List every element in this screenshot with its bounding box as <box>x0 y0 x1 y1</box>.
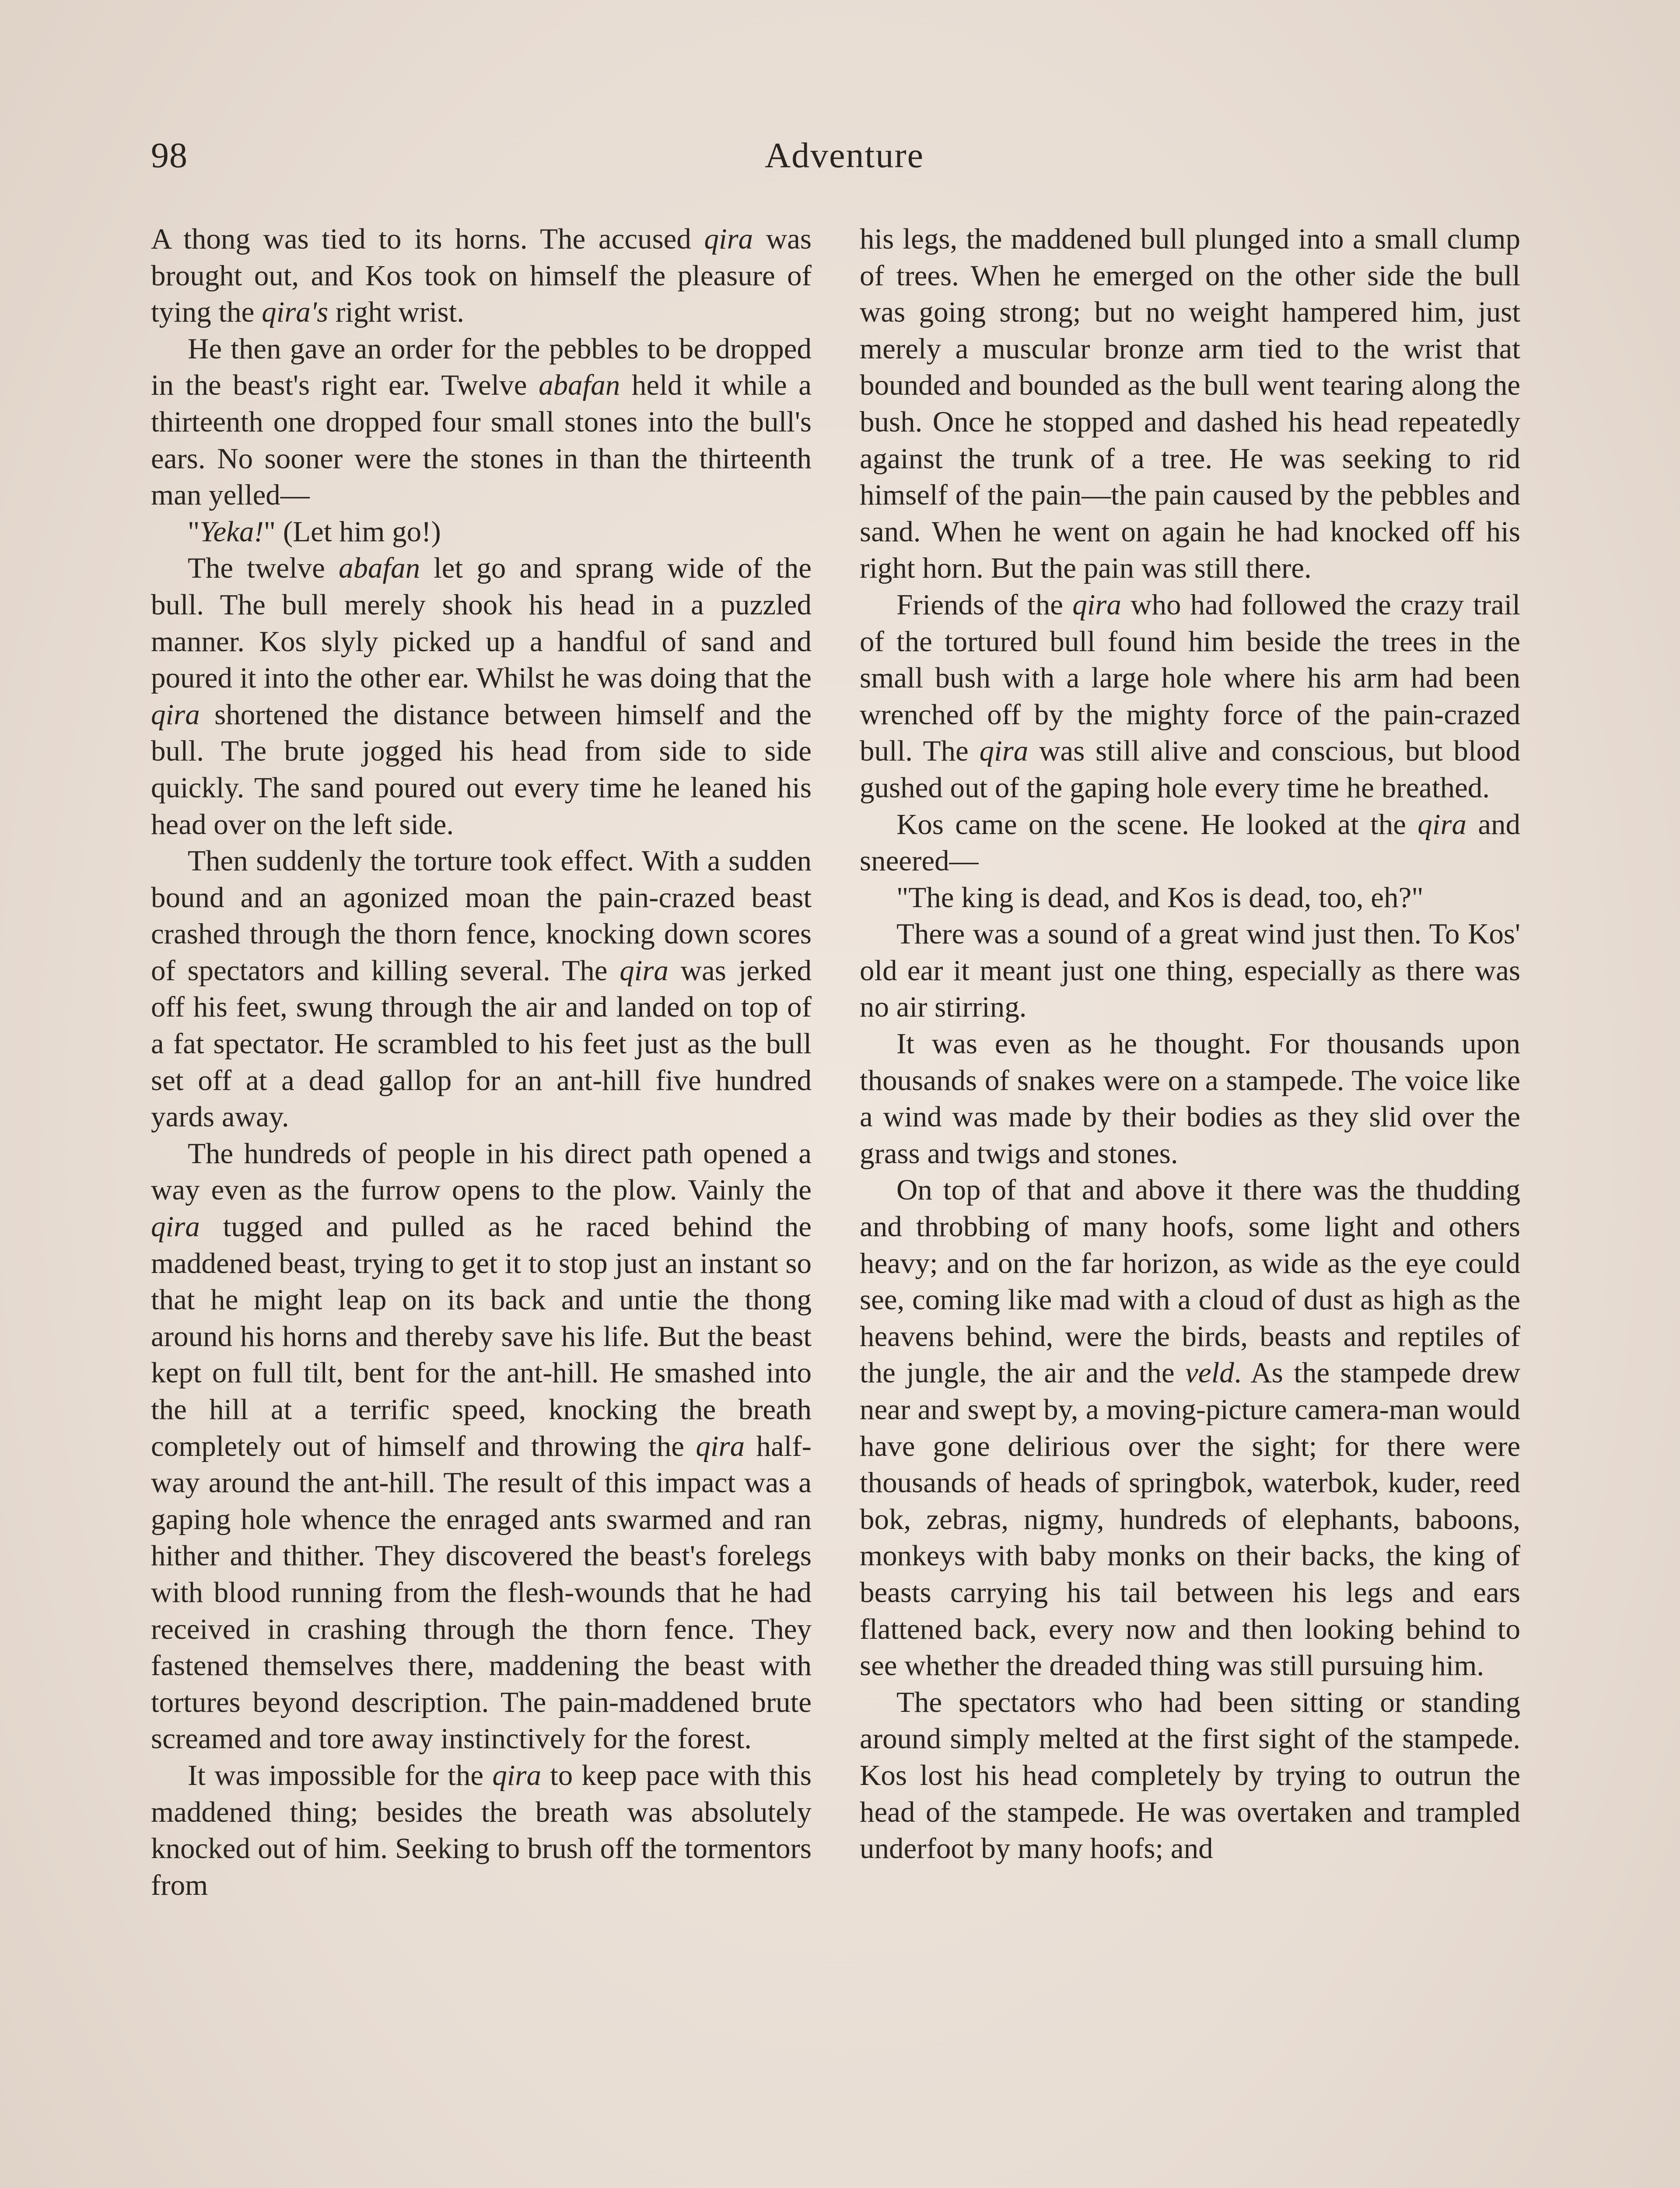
text-run: held it while a thirteenth one dropped four small stones into the bull's ears. No sooner were the stones in than the thirteenth man yelled— <box>151 369 812 512</box>
text-run: to keep pace with this maddened thing; besides the breath was absolutely knocked out of him. Seeking to brush off the tormentors from <box>151 1759 812 1901</box>
text-run: who had followed the crazy trail of the tortured bull found him beside the trees in the small bush with a large hole where his arm had been wrenched off by the mighty force of the pain-crazed bull. The <box>860 588 1520 768</box>
text-run: "The king is dead, and Kos is dead, too, eh?" <box>896 881 1424 914</box>
text-run: There was a sound of a great wind just then. To Kos' old ear it meant just one thing, especially as there was no air stirring. <box>860 918 1520 1024</box>
paragraph <box>151 331 812 514</box>
text-run: The spectators who had been sitting or standing around simply melted at the first sight of the stampede. Kos lost his head completely by trying to outrun the head of the stampede. He was overtaken and trampled underfoot by many hoofs; and <box>860 1686 1520 1865</box>
text-run: The hundreds of people in his direct path opened a way even as the furrow opens to the plow. Vainly the <box>151 1137 812 1206</box>
text-run: tugged and pulled as he raced behind the maddened beast, trying to get it to stop just an instant so that he might leap on its back and untie the thong around his horns and thereby save his life. But the beast kept on full tilt, bent for the ant-hill. He smashed into the hill at a terrific speed, knocking the breath completely out of himself and throwing the <box>151 1210 812 1462</box>
left-column <box>151 221 812 1904</box>
running-title: Adventure <box>764 135 924 175</box>
text-run: let go and sprang wide of the bull. The bull merely shook his head in a puzzled manner. Kos slyly picked up a handful of sand and poured it into the other ear. Whilst he was doing that the <box>151 552 812 694</box>
text-run: A thong was tied to its horns. The accused <box>151 223 704 255</box>
paragraph <box>860 587 1520 806</box>
text-run: half-way around the ant-hill. The result of this impact was a gaping hole whence the enraged ants swarmed and ran hither and thither. They discovered the beast's forelegs with blood running from the flesh-wounds that he had received in crashing through the thorn fence. They fastened themselves there, maddening the beast with tortures beyond description. The pain-maddened brute screamed and tore away instinctively for the forest. <box>151 1430 812 1755</box>
italic-term: qira's <box>262 296 329 329</box>
text-run: and sneered— <box>860 808 1520 877</box>
paragraph <box>860 221 1520 587</box>
text-run: It was impossible for the <box>188 1759 493 1792</box>
italic-term: qira <box>979 735 1029 768</box>
right-column <box>860 221 1520 1867</box>
paragraph <box>151 221 812 331</box>
paragraph <box>860 1172 1520 1684</box>
italic-term: Yeka! <box>200 515 264 548</box>
italic-term: qira <box>492 1759 541 1792</box>
text-run: On top of that and above it there was the thudding and throbbing of many hoofs, some light and others heavy; and on the far horizon, as wide as the eye could see, coming like mad with a cloud of dust as high as the heavens behind, were the birds, beasts and reptiles of the jungle, the air and the <box>860 1174 1520 1389</box>
text-run: was brought out, and Kos took on himself the pleasure of tying the <box>151 223 812 329</box>
paragraph <box>860 1026 1520 1172</box>
text-run: It was even as he thought. For thousands upon thousands of snakes were on a stampede. The voice like a wind was made by their bodies as they slid over the grass and twigs and stones. <box>860 1027 1520 1170</box>
paragraph <box>151 1136 812 1757</box>
paragraph <box>151 550 812 843</box>
italic-term: veld <box>1185 1357 1234 1389</box>
text-run: " (Let him go!) <box>263 515 441 548</box>
page-header <box>151 131 1538 188</box>
text-run: He then gave an order for the pebbles to be dropped in the beast's right ear. Twelve <box>151 332 812 402</box>
italic-term: qira <box>620 954 668 987</box>
text-run: shortened the distance between himself and the bull. The brute jogged his head from side to side quickly. The sand poured out every time he leaned his head over on the left side. <box>151 698 812 841</box>
italic-term: qira <box>704 223 753 255</box>
paragraph <box>860 880 1520 916</box>
page-number: 98 <box>151 135 188 175</box>
paragraph <box>151 514 812 551</box>
text-run: . As the stampede drew near and swept by, a moving-picture camera-man would have gone delirious over the sight; for there were thousands of heads of springbok, waterbok, kuder, reed bok, zebras, nigmy, hundreds of elephants, baboons, monkeys with baby monks on their backs, the king of beasts carrying his tail between his legs and ears flattened back, every now and then looking behind to see whether the dreaded thing was still pursuing him. <box>860 1357 1520 1682</box>
text-run: was still alive and conscious, but blood gushed out of the gaping hole every time he breathed. <box>860 735 1520 804</box>
italic-term: qira <box>151 1210 200 1243</box>
paragraph <box>151 843 812 1136</box>
paragraph <box>860 806 1520 880</box>
italic-term: qira <box>696 1430 745 1462</box>
italic-term: qira <box>151 698 200 731</box>
paragraph <box>860 916 1520 1026</box>
italic-term: abafan <box>338 552 420 585</box>
italic-term: qira <box>1072 588 1121 621</box>
italic-term: qira <box>1418 808 1466 841</box>
text-run: Then suddenly the torture took effect. With a sudden bound and an agonized moan the pain-crazed beast crashed through the thorn fence, knocking down scores of spectators and killing several. The <box>151 845 812 987</box>
text-run: Kos came on the scene. He looked at the <box>896 808 1418 841</box>
text-run: " <box>188 515 200 548</box>
text-run: Friends of the <box>896 588 1073 621</box>
text-run: right wrist. <box>328 296 464 329</box>
text-run: was jerked off his feet, swung through the air and landed on top of a fat spectator. He scrambled to his feet just as the bull set off at a dead gallop for an ant-hill five hundred yards away. <box>151 954 812 1133</box>
text-run: The twelve <box>188 552 339 585</box>
text-run: his legs, the maddened bull plunged into a small clump of trees. When he emerged on the other side the bull was going strong; but no weight hampered him, just merely a muscular bronze arm tied to the wrist that bounded and bounded as the bull went tearing along the bush. Once he stopped and dashed his head repeatedly against the trunk of a tree. He was seeking to rid himself of the pain—the pain caused by the pebbles and sand. When he went on again he had knocked off his right horn. But the pain was still there. <box>860 223 1520 585</box>
paragraph <box>860 1684 1520 1867</box>
italic-term: abafan <box>539 369 620 402</box>
paragraph <box>151 1757 812 1904</box>
